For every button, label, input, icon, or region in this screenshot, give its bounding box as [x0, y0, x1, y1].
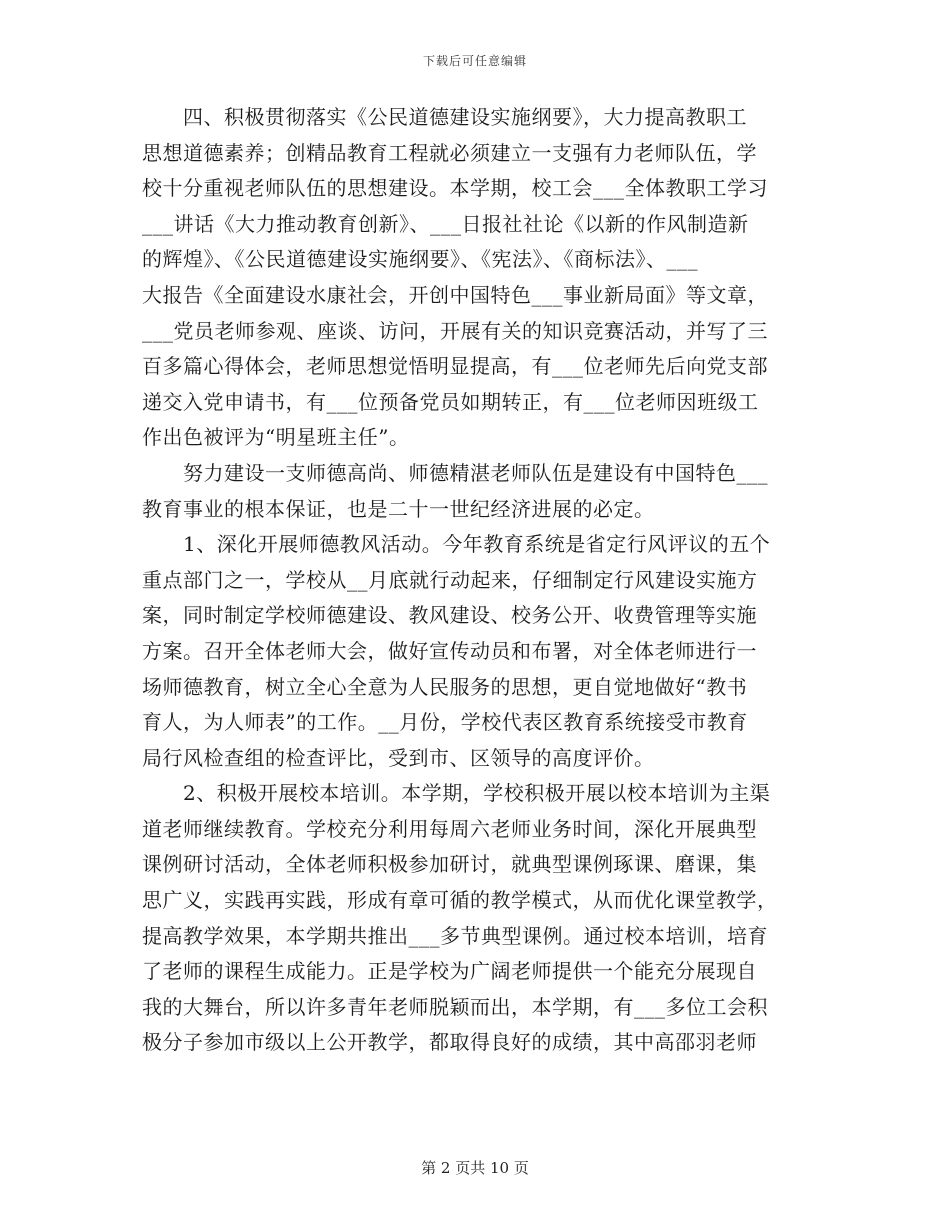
text-line: 的辉煌》、《公民道德建设实施纲要》、《宪法》、《商标法》、___: [142, 247, 698, 272]
text-line: 教育事业的根本保证，也是二十一世纪经济进展的必定。: [142, 496, 655, 521]
text-line: 课例研讨活动，全体老师积极参加研讨，就典型课例琢课、磨课，集: [142, 852, 757, 877]
text-line: 我的大舞台，所以许多青年老师脱颖而出，本学期，有___多位工会积: [142, 994, 768, 1019]
text-line: 提高教学效果，本学期共推出___多节典型课例。通过校本培训，培育: [142, 923, 768, 948]
paragraph-ethics-activity: [142, 527, 802, 776]
text-line: 场师德教育，树立全心全意为人民服务的思想，更自觉地做好“教书: [142, 674, 748, 699]
text-line: 努力建设一支师德高尚、师德精湛老师队伍是建设有中国特色___: [142, 460, 768, 485]
text-line: 大报告《全面建设水康社会，开创中国特色___事业新局面》等文章，: [142, 282, 768, 307]
paragraph-school-training: [142, 776, 802, 1061]
text-line: 2、积极开展校本培训。本学期，学校积极开展以校本培训为主渠: [142, 781, 771, 806]
paragraph-teacher-team: [142, 456, 802, 527]
page-number: 第 2 页共 10 页: [421, 1159, 529, 1177]
text-line: ___党员老师参观、座谈、访问，开展有关的知识竞赛活动，并写了三: [142, 318, 768, 343]
text-line: 1、深化开展师德教风活动。今年教育系统是省定行风评议的五个: [142, 532, 771, 557]
text-line: 思广义，实践再实践，形成有章可循的教学模式，从而优化课堂教学，: [142, 888, 778, 913]
text-line: 四、积极贯彻落实《公民道德建设实施纲要》，大力提高教职工: [142, 105, 747, 129]
text-line: 校十分重视老师队伍的思想建设。本学期，校工会___全体教职工学习: [142, 176, 768, 201]
document-body: [142, 100, 802, 1061]
paragraph-moral-education: [142, 100, 802, 456]
text-line: 思想道德素养；创精品教育工程就必须建立一支强有力老师队伍，学: [142, 140, 757, 165]
text-line: 案，同时制定学校师德建设、教风建设、校务公开、收费管理等实施: [142, 603, 757, 628]
page-header: 下载后可任意编辑: [422, 54, 527, 68]
text-line: ___讲话《大力推动教育创新》、___日报社社论《以新的作风制造新: [142, 211, 749, 236]
text-line: 百多篇心得体会，老师思想觉悟明显提高，有___位老师先后向党支部: [142, 354, 768, 379]
text-line: 递交入党申请书，有___位预备党员如期转正，有___位老师因班级工: [142, 389, 759, 414]
text-line: 局行风检查组的检查评比，受到市、区领导的高度评价。: [142, 745, 655, 770]
text-line: 了老师的课程生成能力。正是学校为广阔老师提供一个能充分展现自: [142, 959, 757, 984]
text-line: 极分子参加市级以上公开教学，都取得良好的成绩，其中高邵羽老师: [142, 1030, 757, 1055]
text-line: 作出色被评为“明星班主任”。: [142, 425, 410, 450]
text-line: 育人，为人师表”的工作。__月份，学校代表区教育系统接受市教育: [142, 710, 748, 735]
text-line: 重点部门之一，学校从__月底就行动起来，仔细制定行风建设实施方: [142, 567, 758, 592]
text-line: 方案。召开全体老师大会，做好宣传动员和布署，对全体老师进行一: [142, 638, 757, 663]
text-line: 道老师继续教育。学校充分利用每周六老师业务时间，深化开展典型: [142, 816, 757, 841]
